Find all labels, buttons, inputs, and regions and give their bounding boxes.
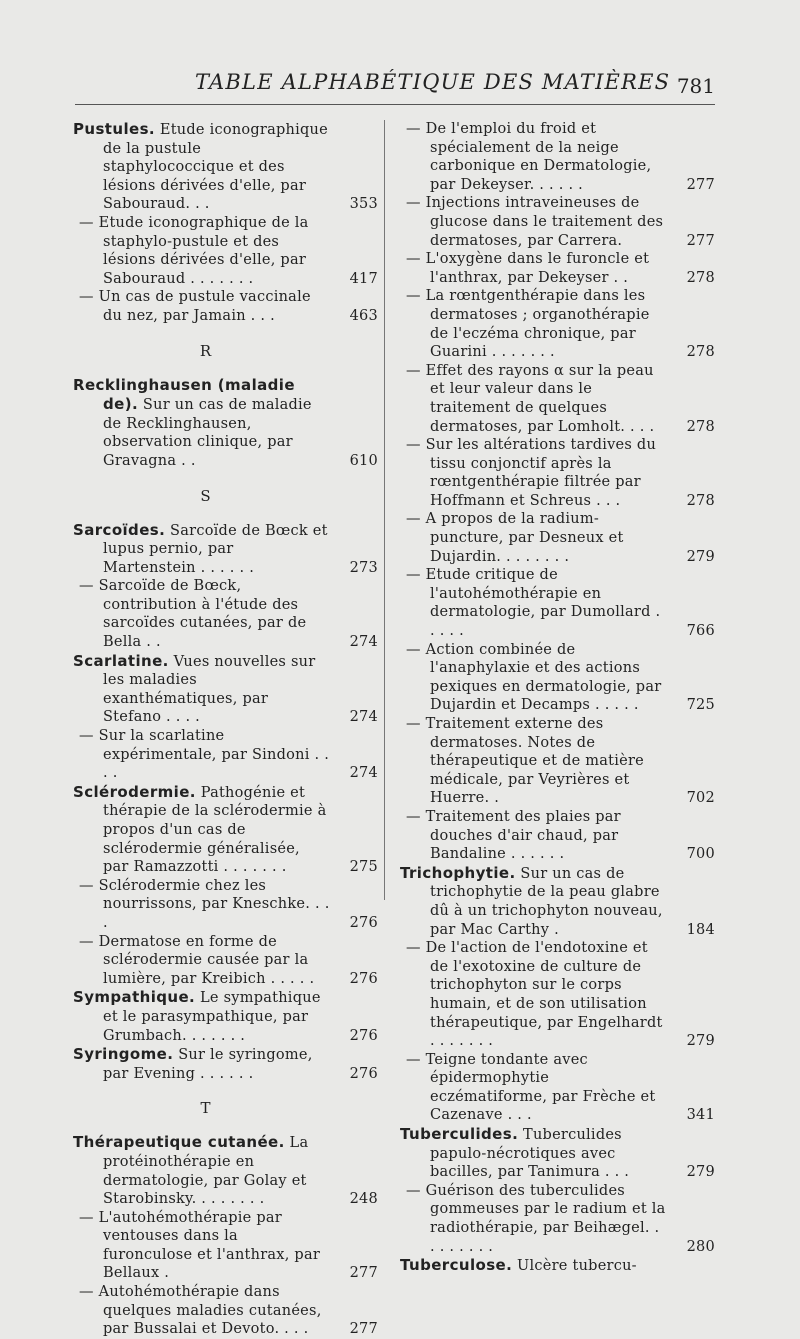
index-subentry (73, 577, 378, 651)
entry-text (400, 250, 715, 287)
page-header (75, 70, 715, 110)
entry-page-number: 275 (349, 859, 378, 876)
entry-page-number: 610 (349, 452, 378, 469)
entry-text (400, 939, 715, 1051)
entry-page-number: 700 (686, 846, 715, 863)
entry-page-number: 277 (349, 1321, 378, 1338)
index-subentry (400, 120, 715, 194)
entry-page-number: 702 (686, 790, 715, 807)
entry-description: Sur un cas de maladie de Recklinghausen, observation clinique, par Gravagna . . (103, 397, 312, 469)
entry-description: — Traitement des plaies par douches d'air chaud, par Bandaline . . . . . . (406, 808, 621, 863)
entry-headword: Tuberculose. (400, 1256, 513, 1275)
entry-text (73, 877, 378, 933)
index-subentry (400, 939, 715, 1051)
entry-description: — Etude iconographique de la staphylo-pustule et des lésions dérivées d'elle, par Sabouraud . . . . . . . (79, 214, 309, 287)
entry-text (73, 933, 378, 989)
entry-description: Vues nouvelles sur les maladies exanthématiques, par Stefano . . . . (103, 653, 316, 726)
entry-description: — Action combinée de l'anaphylaxie et des actions pexiques en dermatologie, par Dujardin et Decamps . . . . . (406, 641, 662, 714)
entry-description: — Sclérodermie chez les nourrissons, par Kneschke. . . . (79, 877, 330, 931)
entry-headword: Sarcoïdes. (73, 520, 166, 539)
entry-headword: Syringome. (73, 1045, 174, 1064)
index-subentry (73, 877, 378, 933)
entry-description: — Dermatose en forme de sclérodermie causée par la lumière, par Kreibich . . . . . (79, 933, 315, 987)
entry-text (400, 1182, 715, 1256)
section-letter: R (199, 341, 212, 360)
entry-page-number: 280 (686, 1238, 715, 1255)
index-subentry (400, 436, 715, 510)
entry-description: Ulcère tubercu- (512, 1258, 637, 1275)
index-subentry (400, 566, 715, 640)
entry-page-number: 766 (686, 623, 715, 640)
entry-text (400, 436, 715, 510)
index-entry (73, 652, 378, 727)
entry-page-number: 276 (349, 970, 378, 987)
entry-description: — Autohémothérapie dans quelques maladies cutanées, par Bussalai et Devoto. . . . (79, 1284, 322, 1338)
index-subentry (400, 808, 715, 864)
entry-description: Le sympathique et le parasympathique, par Grumbach. . . . . . . (103, 990, 321, 1044)
index-entry (73, 988, 378, 1045)
entry-page-number: 276 (349, 1027, 378, 1044)
entry-text (73, 1133, 378, 1208)
section-letter: T (200, 1099, 211, 1118)
entry-headword: Scarlatine. (73, 651, 169, 670)
entry-description: — Sarcoïde de Bœck, contribution à l'étude des sarcoïdes cutanées, par de Bella . . (79, 578, 307, 651)
page-number: 781 (676, 74, 715, 98)
index-entry (73, 120, 378, 214)
entry-page-number: 725 (686, 697, 715, 714)
index-entry (73, 783, 378, 877)
entry-text (400, 194, 715, 250)
entry-page-number: 277 (349, 1265, 378, 1282)
index-subentry (400, 510, 715, 566)
entry-text (73, 577, 378, 651)
entry-page-number: 417 (349, 270, 378, 287)
entry-text (400, 287, 715, 361)
entry-description: Sarcoïde de Bœck et lupus pernio, par Martenstein . . . . . . (103, 522, 328, 576)
entry-text (400, 1256, 715, 1276)
entry-description: Pathogénie et thérapie de la sclérodermie à propos d'un cas de sclérodermie généralisée, par Ramazzotti . . . . . . . (103, 784, 327, 876)
entry-page-number: 274 (349, 634, 378, 651)
entry-description: Etude iconographique de la pustule staphylococcique et des lésions dérivées d'elle, par Sabouraud. . . (103, 122, 328, 213)
entry-text (400, 864, 715, 939)
entry-description: — Injections intraveineuses de glucose dans le traitement des dermatoses, par Carrera. (406, 195, 664, 249)
left-column (73, 120, 378, 1339)
index-entry (73, 1045, 378, 1083)
entry-page-number: 278 (686, 492, 715, 509)
entry-headword: Sympathique. (73, 988, 196, 1007)
entry-description: — Effet des rayons α sur la peau et leur valeur dans le traitement de quelques dermatoses, par Lomholt. . . . (406, 362, 655, 435)
index-subentry (400, 287, 715, 361)
entry-text (400, 715, 715, 808)
right-column (400, 120, 715, 1276)
index-subentry (400, 1182, 715, 1256)
entry-description: — La rœntgenthérapie dans les dermatoses ; organothérapie de l'eczéma chronique, par Guarini . . . . . . . (406, 288, 650, 361)
entry-headword: Pustules. (73, 120, 155, 138)
entry-description: — Traitement externe des dermatoses. Notes de thérapeutique et de matière médicale, par Veyrières et Huerre. . (406, 716, 644, 807)
entry-text (73, 376, 378, 471)
entry-headword: Thérapeutique cutanée. (73, 1133, 285, 1152)
entry-text (73, 652, 378, 727)
entry-text (73, 214, 378, 288)
entry-page-number: 353 (349, 196, 378, 213)
column-divider (384, 120, 385, 900)
entry-headword: Tuberculides. (400, 1125, 519, 1144)
entry-page-number: 278 (686, 418, 715, 435)
entry-description: Sur un cas de trichophytie de la peau glabre dû à un trichophyton nouveau, par Mac Carthy . (430, 865, 663, 938)
entry-page-number: 279 (686, 548, 715, 565)
entry-page-number: 463 (349, 307, 378, 324)
entry-description: Tuberculides papulo-nécrotiques avec bacilles, par Tanimura . . . (430, 1127, 630, 1181)
entry-page-number: 274 (349, 709, 378, 726)
entry-page-number: 279 (686, 1164, 715, 1181)
entry-page-number: 341 (686, 1107, 715, 1124)
entry-text (400, 1051, 715, 1125)
entry-page-number: 273 (349, 559, 378, 576)
entry-description: — De l'emploi du froid et spécialement de la neige carbonique en Dermatologie, par Dekeyser. . . . . . (406, 121, 652, 193)
entry-text (73, 727, 378, 783)
entry-text (73, 1045, 378, 1083)
entry-text (73, 783, 378, 877)
entry-description: — De l'action de l'endotoxine et de l'exotoxine de culture de trichophyton sur le corps humain, et de son utilisation thérapeutique, par Engelhardt . . . . . . . (406, 940, 663, 1050)
entry-text (400, 641, 715, 715)
entry-page-number: 279 (686, 1033, 715, 1050)
entry-page-number: 278 (686, 344, 715, 361)
entry-text (73, 120, 378, 214)
index-entry (73, 1133, 378, 1208)
entry-page-number: 276 (349, 914, 378, 931)
section-letter: S (200, 486, 211, 505)
entry-description: — A propos de la radium-puncture, par Desneux et Dujardin. . . . . . . . (406, 511, 624, 565)
index-subentry (73, 214, 378, 288)
entry-description: — L'autohémothérapie par ventouses dans la furonculose et l'anthrax, par Bellaux . (79, 1209, 321, 1282)
entry-text (73, 1209, 378, 1283)
entry-description: La protéinothérapie en dermatologie, par Golay et Starobinsky. . . . . . . . (103, 1135, 309, 1208)
index-subentry (400, 250, 715, 287)
entry-text (400, 566, 715, 640)
entry-text (400, 1125, 715, 1182)
index-entry (400, 1125, 715, 1182)
entry-page-number: 274 (349, 765, 378, 782)
entry-text (73, 988, 378, 1045)
index-subentry (400, 715, 715, 808)
entry-text (73, 288, 378, 325)
entry-page-number: 184 (686, 921, 715, 938)
index-entry (73, 376, 378, 471)
entry-description: — Un cas de pustule vaccinale du nez, par Jamain . . . (79, 289, 311, 324)
index-subentry (73, 933, 378, 989)
entry-page-number: 248 (349, 1191, 378, 1208)
running-title: TABLE ALPHABÉTIQUE DES MATIÈRES (195, 70, 671, 94)
entry-text (400, 362, 715, 436)
entry-text (73, 521, 378, 578)
entry-description: — Etude critique de l'autohémothérapie en dermatologie, par Dumollard . . . . . (406, 567, 661, 640)
index-entry (400, 864, 715, 939)
entry-description: — Guérison des tuberculides gommeuses par le radium et la radiothérapie, par Beihægel. . . . . . . . . (406, 1182, 666, 1255)
index-subentry (73, 727, 378, 783)
index-subentry (400, 641, 715, 715)
index-subentry (73, 288, 378, 325)
index-subentry (73, 1209, 378, 1283)
entry-page-number: 277 (686, 176, 715, 193)
entry-headword: Sclérodermie. (73, 782, 196, 801)
entry-page-number: 276 (349, 1065, 378, 1082)
entry-description: — L'oxygène dans le furoncle et l'anthrax, par Dekeyser . . (406, 251, 650, 286)
index-subentry (400, 362, 715, 436)
header-rule (75, 104, 715, 105)
entry-text (400, 510, 715, 566)
entry-description: — Teigne tondante avec épidermophytie eczématiforme, par Frèche et Cazenave . . . (406, 1051, 656, 1124)
entry-text (73, 1283, 378, 1339)
entry-page-number: 278 (686, 269, 715, 286)
index-subentry (400, 194, 715, 250)
index-entry (400, 1256, 715, 1276)
entry-description: — Sur la scarlatine expérimentale, par Sindoni . . . . (79, 728, 330, 782)
entry-description: — Sur les altérations tardives du tissu conjonctif après la rœntgenthérapie filtrée par Hoffmann et Schreus . . . (406, 437, 657, 509)
entry-text (400, 120, 715, 194)
entry-headword: Recklinghausen (maladie de). (73, 375, 295, 414)
entry-page-number: 277 (686, 232, 715, 249)
index-subentry (73, 1283, 378, 1339)
entry-text (400, 808, 715, 864)
entry-description: Sur le syringome, par Evening . . . . . . (103, 1047, 313, 1082)
index-entry (73, 521, 378, 578)
entry-headword: Trichophytie. (400, 863, 516, 882)
index-subentry (400, 1051, 715, 1125)
